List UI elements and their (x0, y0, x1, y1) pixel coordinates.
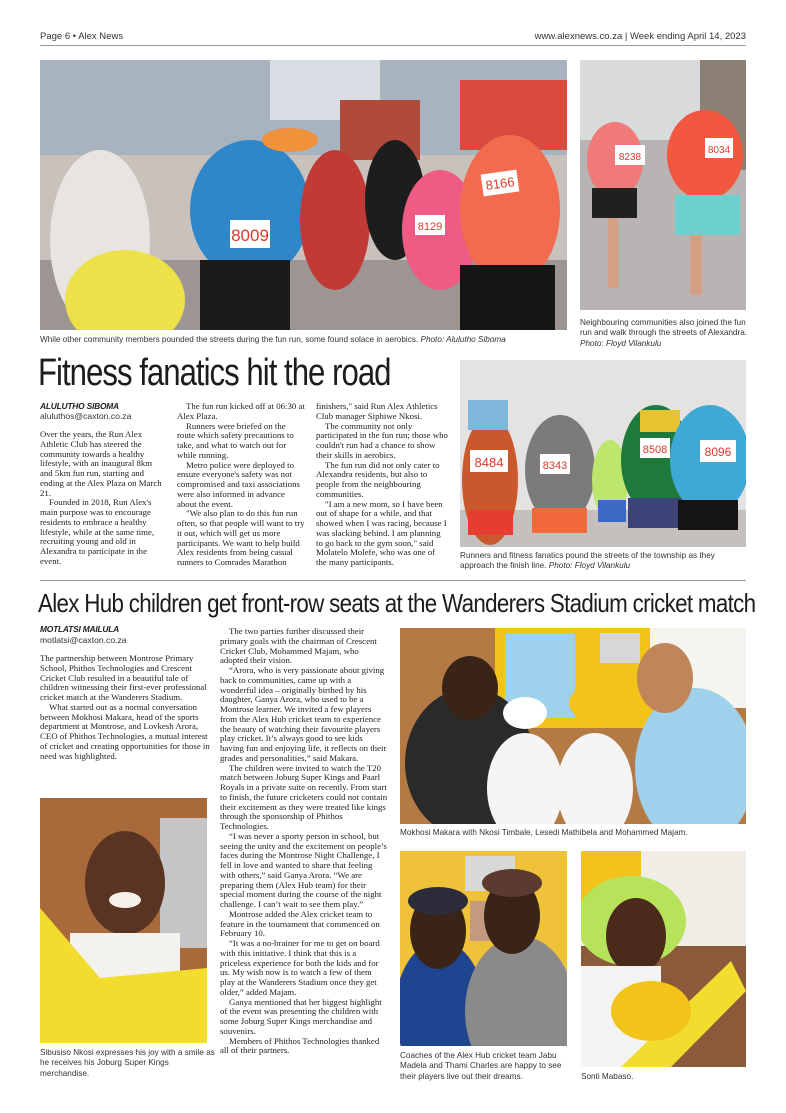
paragraph: The fun run did not only cater to Alexandra residents, but also to people from the neighbouring communities. (316, 459, 440, 499)
coaches-photo (400, 851, 567, 1046)
paragraph: "We also plan to do this fun run often, so that people will want to try it out, which will get us more participants. We want to help build Alex residents from being casual runners to Comrades Marathon (177, 508, 305, 567)
paragraph: The two parties further discussed their primary goals with the chairman of Crescent Cricket Club, Mohammed Majam, who adopted their vision. (220, 626, 377, 666)
paragraph: Runners were briefed on the route which safety precautions to take, and what to watch out for while running. (177, 420, 294, 460)
story1-column-3 (316, 402, 448, 568)
story1-byline: ALULUTHO SIBOMA (40, 401, 119, 411)
site-and-date: www.alexnews.co.za | Week ending April 14, 2023 (534, 31, 746, 42)
svg-text:8484: 8484 (474, 455, 504, 470)
coaches-caption: Coaches of the Alex Hub cricket team Jabu Madela and Thami Charles are happy to see their players live out their dreams. (400, 1051, 562, 1081)
aerobics-photo (40, 60, 567, 330)
group-photo (400, 628, 746, 824)
neighbours-caption (580, 318, 750, 349)
paragraph: "I am a new mom, so I have been out of shape for a while, and that showed when I was racing, because I was slacking behind. I am planning to go back to the gym soon," said Molatelo Molefe, who was one of the many participants. (316, 498, 447, 567)
paragraph: Metro police were deployed to ensure everyone's safety was not compromised and taxi associations were also informed in advance about the event. (177, 459, 300, 509)
runners-caption (460, 551, 750, 572)
svg-text:8034: 8034 (707, 145, 731, 156)
paragraph: “I was never a sporty person in school, but seeing the unity and the excitement on people’s faces during the Montrose Night Challenge, I fell in love and wanted to share that feeling with others,” said Ganya Arora. “We are preparing them (Alex Hub team) for their special moment during the course of the night challenge. I can’t wait to see them play.” (220, 830, 387, 909)
paragraph: Founded in 2018, Run Alex's main purpose was to encourage residents to embrace a healthy lifestyle, while at the same time, recruiting young and old in Alexandra to participate in the event. (40, 497, 155, 566)
paragraph: The fun run kicked off at 06:30 at Alex Plaza. (177, 401, 305, 421)
svg-text:8096: 8096 (704, 445, 732, 459)
page-folio: Page 6 • Alex News (40, 31, 124, 42)
paragraph: What started out as a normal conversation between Mokhosi Makara, head of the sports department at Montrose, and Lovkesh Arora, CEO of Phithos Technologies, a mutual interest of cricket and creating opportunities for those in need was highlighted. (40, 701, 210, 761)
sibusiso-caption: Sibusiso Nkosi expresses his joy with a smile as he receives his Joburg Super Kings merchandise. (40, 1048, 215, 1078)
paragraph: The community not only participated in the fun run; those who couldn't run had a chance to show their skills in aerobics. (316, 420, 448, 460)
caption-text: Neighbouring communities also joined the fun run and walk through the streets of Alexandra. (580, 318, 748, 338)
story2-email: motlatsi@caxton.co.za (40, 635, 127, 645)
svg-text:8129: 8129 (417, 221, 443, 233)
story2-byline: MOTLATSI MAILULA (40, 624, 119, 634)
caption-text: While other community members pounded the streets during the fun run, some found solace in aerobics. (40, 335, 419, 344)
photo-credit: Photo: Alulutho Siboma (420, 335, 506, 344)
story2-column-1 (40, 654, 210, 761)
story1-headline: Fitness fanatics hit the road (38, 352, 391, 394)
paragraph: The children were invited to watch the T20 match between Joburg Super Kings and Paarl Royals in a private suite on recently. From start to finish, the future cricketers could not contain their excitement as they were treated like kings through the sponsorship of Phithos Technologies. (220, 762, 388, 831)
paragraph: Ganya mentioned that her biggest highlight of the event was presenting the children with some Joburg Super Kings merchandise and souvenirs. (220, 996, 382, 1036)
story1-column-2 (177, 402, 305, 568)
sonti-photo (581, 851, 746, 1067)
svg-text:8166: 8166 (484, 174, 516, 193)
photo-credit: Photo: Floyd Vilankulu (548, 561, 631, 571)
runners-photo (460, 360, 746, 547)
story-divider (40, 580, 746, 581)
photo-credit: Photo: Floyd Vilankulu (580, 338, 662, 348)
svg-text:8009: 8009 (231, 226, 269, 245)
svg-text:8508: 8508 (642, 444, 668, 456)
svg-text:8238: 8238 (618, 152, 642, 163)
sibusiso-photo (40, 798, 207, 1043)
paragraph: Members of Phithos Technologies thanked all of their partners. (220, 1035, 380, 1056)
paragraph: finishers," said Run Alex Athletics Club manager Siphiwe Nkosi. (316, 401, 438, 421)
story2-column-2 (220, 627, 388, 1056)
aerobics-caption (40, 335, 567, 345)
sonti-caption: Sonti Mabaso. (581, 1072, 634, 1081)
paragraph: The partnership between Montrose Primary School, Phithos Technologies and Crescent Cricket Club resulted in a beautiful tale of children witnessing their first-ever professional cricket match at the Wanderers Stadium. (40, 653, 207, 702)
neighbours-photo (580, 60, 746, 310)
story2-headline: Alex Hub children get front-row seats at the Wanderers Stadium cricket match (38, 588, 756, 618)
paragraph: Over the years, the Run Alex Athletic Club has steered the community towards a healthy lifestyle, with an inaugural 8km and 5km fun run, starting and ending at the Alex Plaza on March 21. (40, 429, 162, 498)
group-caption: Mokhosi Makara with Nkosi Timbale, Lesedi Mathibela and Mohammed Majam. (400, 828, 688, 837)
caption-text: Runners and fitness fanatics pound the streets of the township as they approach the finish line. (460, 551, 715, 571)
header-rule (40, 45, 746, 46)
paragraph: “Arora, who is very passionate about giving back to communities, came up with a wonderful idea – originally birthed by his daughter, Ganya Arora, who used to be a Montrose learner. We invited a few players from the Alex Hub cricket team to experience the beauty of watching their favourite players play cricket. It’s always good to see kids having fun and enjoying life, it reflects on their grades and personalities,” said Makara. (220, 665, 387, 763)
paragraph: Montrose added the Alex cricket team to feature in the tournament that commenced on February 10. (220, 908, 380, 939)
paragraph: “It was a no-brainer for me to get on board with this initiative. I think that this is a priceless experience for both the kids and for us. My wish now is to watch a few of them play at the Wanderers Stadium once they get older,” added Majam. (220, 938, 380, 997)
svg-text:8343: 8343 (542, 460, 568, 472)
story1-email: aluluthos@caxton.co.za (40, 411, 132, 421)
story1-column-1 (40, 430, 166, 567)
